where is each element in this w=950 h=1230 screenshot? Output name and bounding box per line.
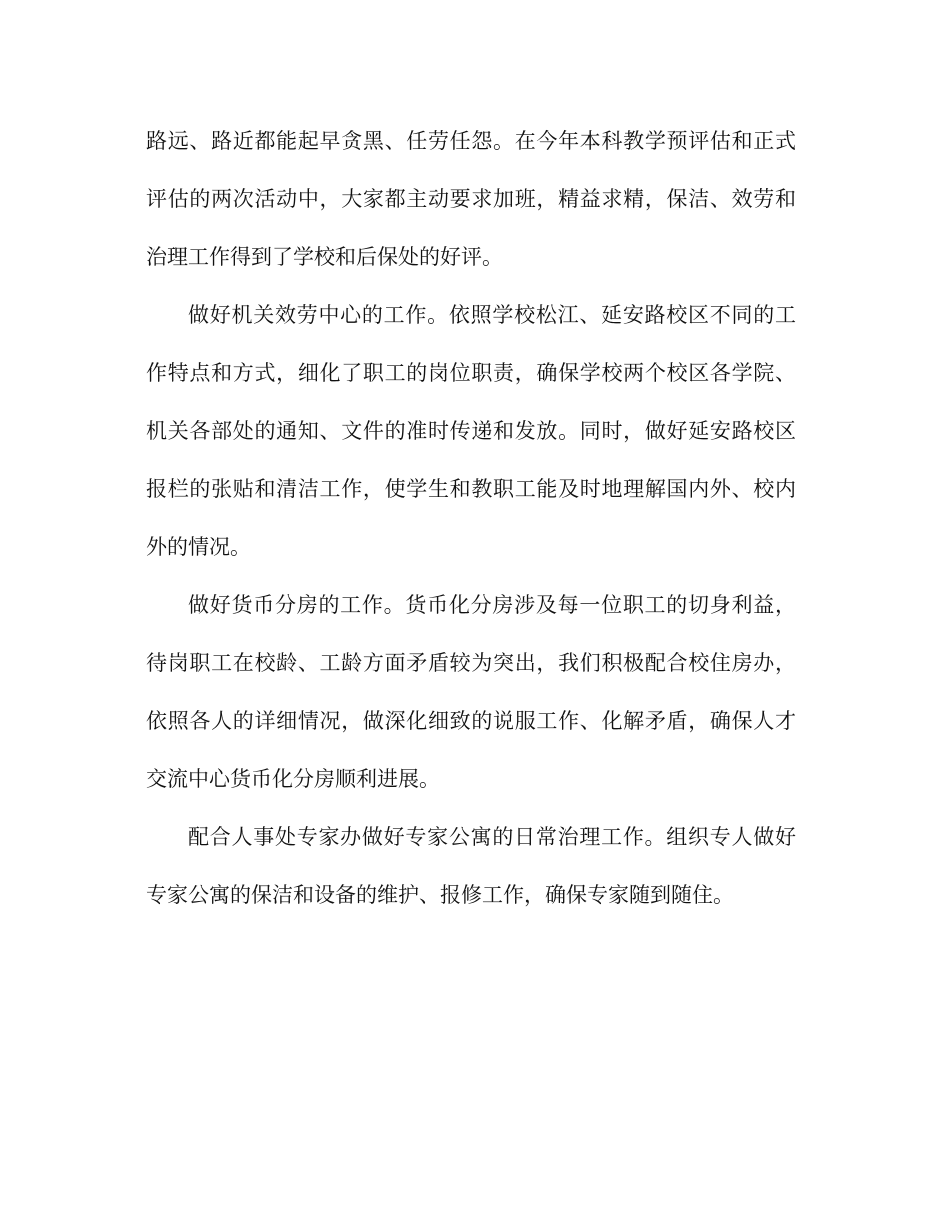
paragraph-3: 做好货币分房的工作。货币化分房涉及每一位职工的切身利益，待岗职工在校龄、工龄方面矛盾较为突出，我们积极配合校住房办，依照各人的详细情况，做深化细致的说服工作、化解矛盾，确保人才交流中心货币化分房顺利进展。 bbox=[146, 593, 796, 791]
paragraph-2: 做好机关效劳中心的工作。依照学校松江、延安路校区不同的工作特点和方式，细化了职工的岗位职责，确保学校两个校区各学院、机关各部处的通知、文件的准时传递和发放。同时，做好延安路校区报栏的张贴和清洁工作，使学生和教职工能及时地理解国内外、校内外的情况。 bbox=[146, 303, 796, 559]
document-body bbox=[146, 112, 796, 924]
paragraph-4: 配合人事处专家办做好专家公寓的日常治理工作。组织专人做好专家公寓的保洁和设备的维护、报修工作，确保专家随到随住。 bbox=[146, 825, 796, 907]
paragraph-1: 路远、路近都能起早贪黑、任劳任怨。在今年本科教学预评估和正式评估的两次活动中，大家都主动要求加班，精益求精，保洁、效劳和治理工作得到了学校和后保处的好评。 bbox=[146, 129, 796, 269]
